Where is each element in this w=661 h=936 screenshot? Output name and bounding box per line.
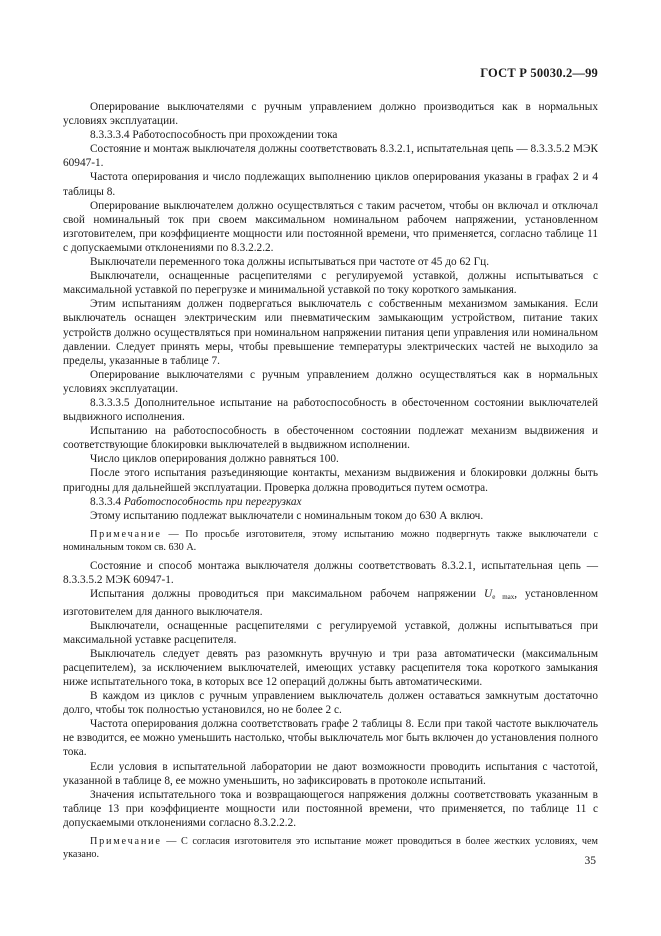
section-number: 8.3.3.4 [90,495,122,508]
paragraph: Состояние и монтаж выключателя должны соответствовать 8.3.2.1, испытательная цепь — 8.3.3.5.2 МЭК 60947-1. [63,143,598,170]
section-heading [63,128,598,142]
paragraph: Если условия в испытательной лаборатории не дают возможности проводить испытания с частотой, указанной в таблице 8, ее можно уменьшить, но зафиксировать в протоколе испытаний. [63,760,598,787]
note-label: Примечание [90,836,162,847]
paragraph-text: Испытания должны проводиться при максимальном рабочем напряжении [90,588,485,601]
section-title: Работоспособность при перегрузках [123,495,302,508]
paragraph: Частота оперирования должна соответствовать графе 2 таблицы 8. Если при такой частоте выключатель не взводится, ее можно уменьшить настолько, чтобы выключатель мог быть включен до установления полного тока. [63,718,598,759]
paragraph: В каждом из циклов с ручным управлением выключатель должен оставаться замкнутым достаточно долго, чтобы ток полностью установился, но не более 2 с. [63,690,598,717]
note [63,528,598,554]
paragraph: Частота оперирования и число подлежащих выполнению циклов оперирования указаны в графах 2 и 4 таблицы 8. [63,171,598,198]
paragraph: Оперирование выключателями с ручным управлением должно осуществляться как в нормальных условиях эксплуатации. [63,368,598,395]
paragraph: Испытанию на работоспособность в обесточенном состоянии подлежат механизм выдвижения и соответствующие блокировки выключателей в выдвижном исполнении. [63,425,598,452]
paragraph: Выключатели, оснащенные расцепителями с регулируемой уставкой, должны испытываться при максимальной уставке расцепителя. [63,619,598,646]
section-heading: 8.3.3.3.5 Дополнительное испытание на работоспособность в обесточенном состоянии выключателей выдвижного исполнения. [63,396,598,424]
paragraph-text: , установленном изготовителем для данного выключателя. [63,588,598,618]
page-number: 35 [584,855,596,867]
section-heading-text: 8.3.3.3.4 Работоспособность при прохождении тока [90,129,338,142]
note-text: — С согласия изготовителя это испытание может проводиться в более жестких условиях, чем указано. [63,836,598,861]
document-header: ГОСТ Р 50030.2—99 [480,66,598,80]
section-heading [63,495,598,509]
paragraph: Оперирование выключателями с ручным управлением должно производиться как в нормальных условиях эксплуатации. [63,101,598,128]
paragraph: Выключатель следует девять раз разомкнуть вручную и три раза автоматически (максимальным расцепителем), за исключением выключателей, имеющих уставку расцепителя тока короткого замыкания ниже испытательного тока, в которых все 12 операций должны быть автоматическими. [63,647,598,688]
paragraph [63,587,598,618]
voltage-subscript: e max [492,593,515,602]
paragraph: Этому испытанию подлежат выключатели с номинальным током до 630 А включ. [90,509,484,522]
note-text: — По просьбе изготовителя, этому испытанию можно подвергнуть также выключатели с номинальным током св. 630 А. [63,528,598,554]
paragraph: Этим испытаниям должен подвергаться выключатель с собственным механизмом замыкания. Если выключатель оснащен электрическим или пневматическим замыкающим устройством, питание таких устройств должно осуществляться при номинальном напряжении питания цепи управления или номинальном давлении. Следует принять меры, чтобы превышение температуры электрических частей не выходило за пределы, указанные в таблице 7. [63,298,598,367]
note-label: Примечание [90,528,162,540]
paragraph: Оперирование выключателем должно осуществляться с таким расчетом, чтобы он включал и отключал свой номинальный ток при своем максимальном номинальном рабочем напряжении, установленном изготовителем, при коэффициенте мощности или постоянной времени, что применяется, согласно таблице 11 с допускаемыми отклонениями по 8.3.2.2.2. [63,199,598,254]
paragraph: Число циклов оперирования должно равняться 100. [90,453,339,466]
voltage-symbol: U [484,588,493,601]
note [63,835,598,861]
paragraph: Состояние и способ монтажа выключателя должны соответствовать 8.3.2.1, испытательная цепь — 8.3.3.5.2 МЭК 60947-1. [63,560,598,587]
paragraph: После этого испытания разъединяющие контакты, механизм выдвижения и блокировки должны быть пригодны для дальнейшей эксплуатации. Проверка должна проводиться путем осмотра. [63,467,598,494]
paragraph: Выключатели переменного тока должны испытываться при частоте от 45 до 62 Гц. [90,256,490,269]
document-body [63,100,598,861]
paragraph: Значения испытательного тока и возвращающегося напряжения должны соответствовать указанным в таблице 13 при коэффициенте мощности или постоянной времени, что применяется, по таблице 11 с допускаемыми отклонениями согласно 8.3.2.2.2. [63,788,598,829]
paragraph: Выключатели, оснащенные расцепителями с регулируемой уставкой, должны испытываться с максимальной уставкой по перегрузке и минимальной уставкой по току короткого замыкания. [63,270,598,297]
